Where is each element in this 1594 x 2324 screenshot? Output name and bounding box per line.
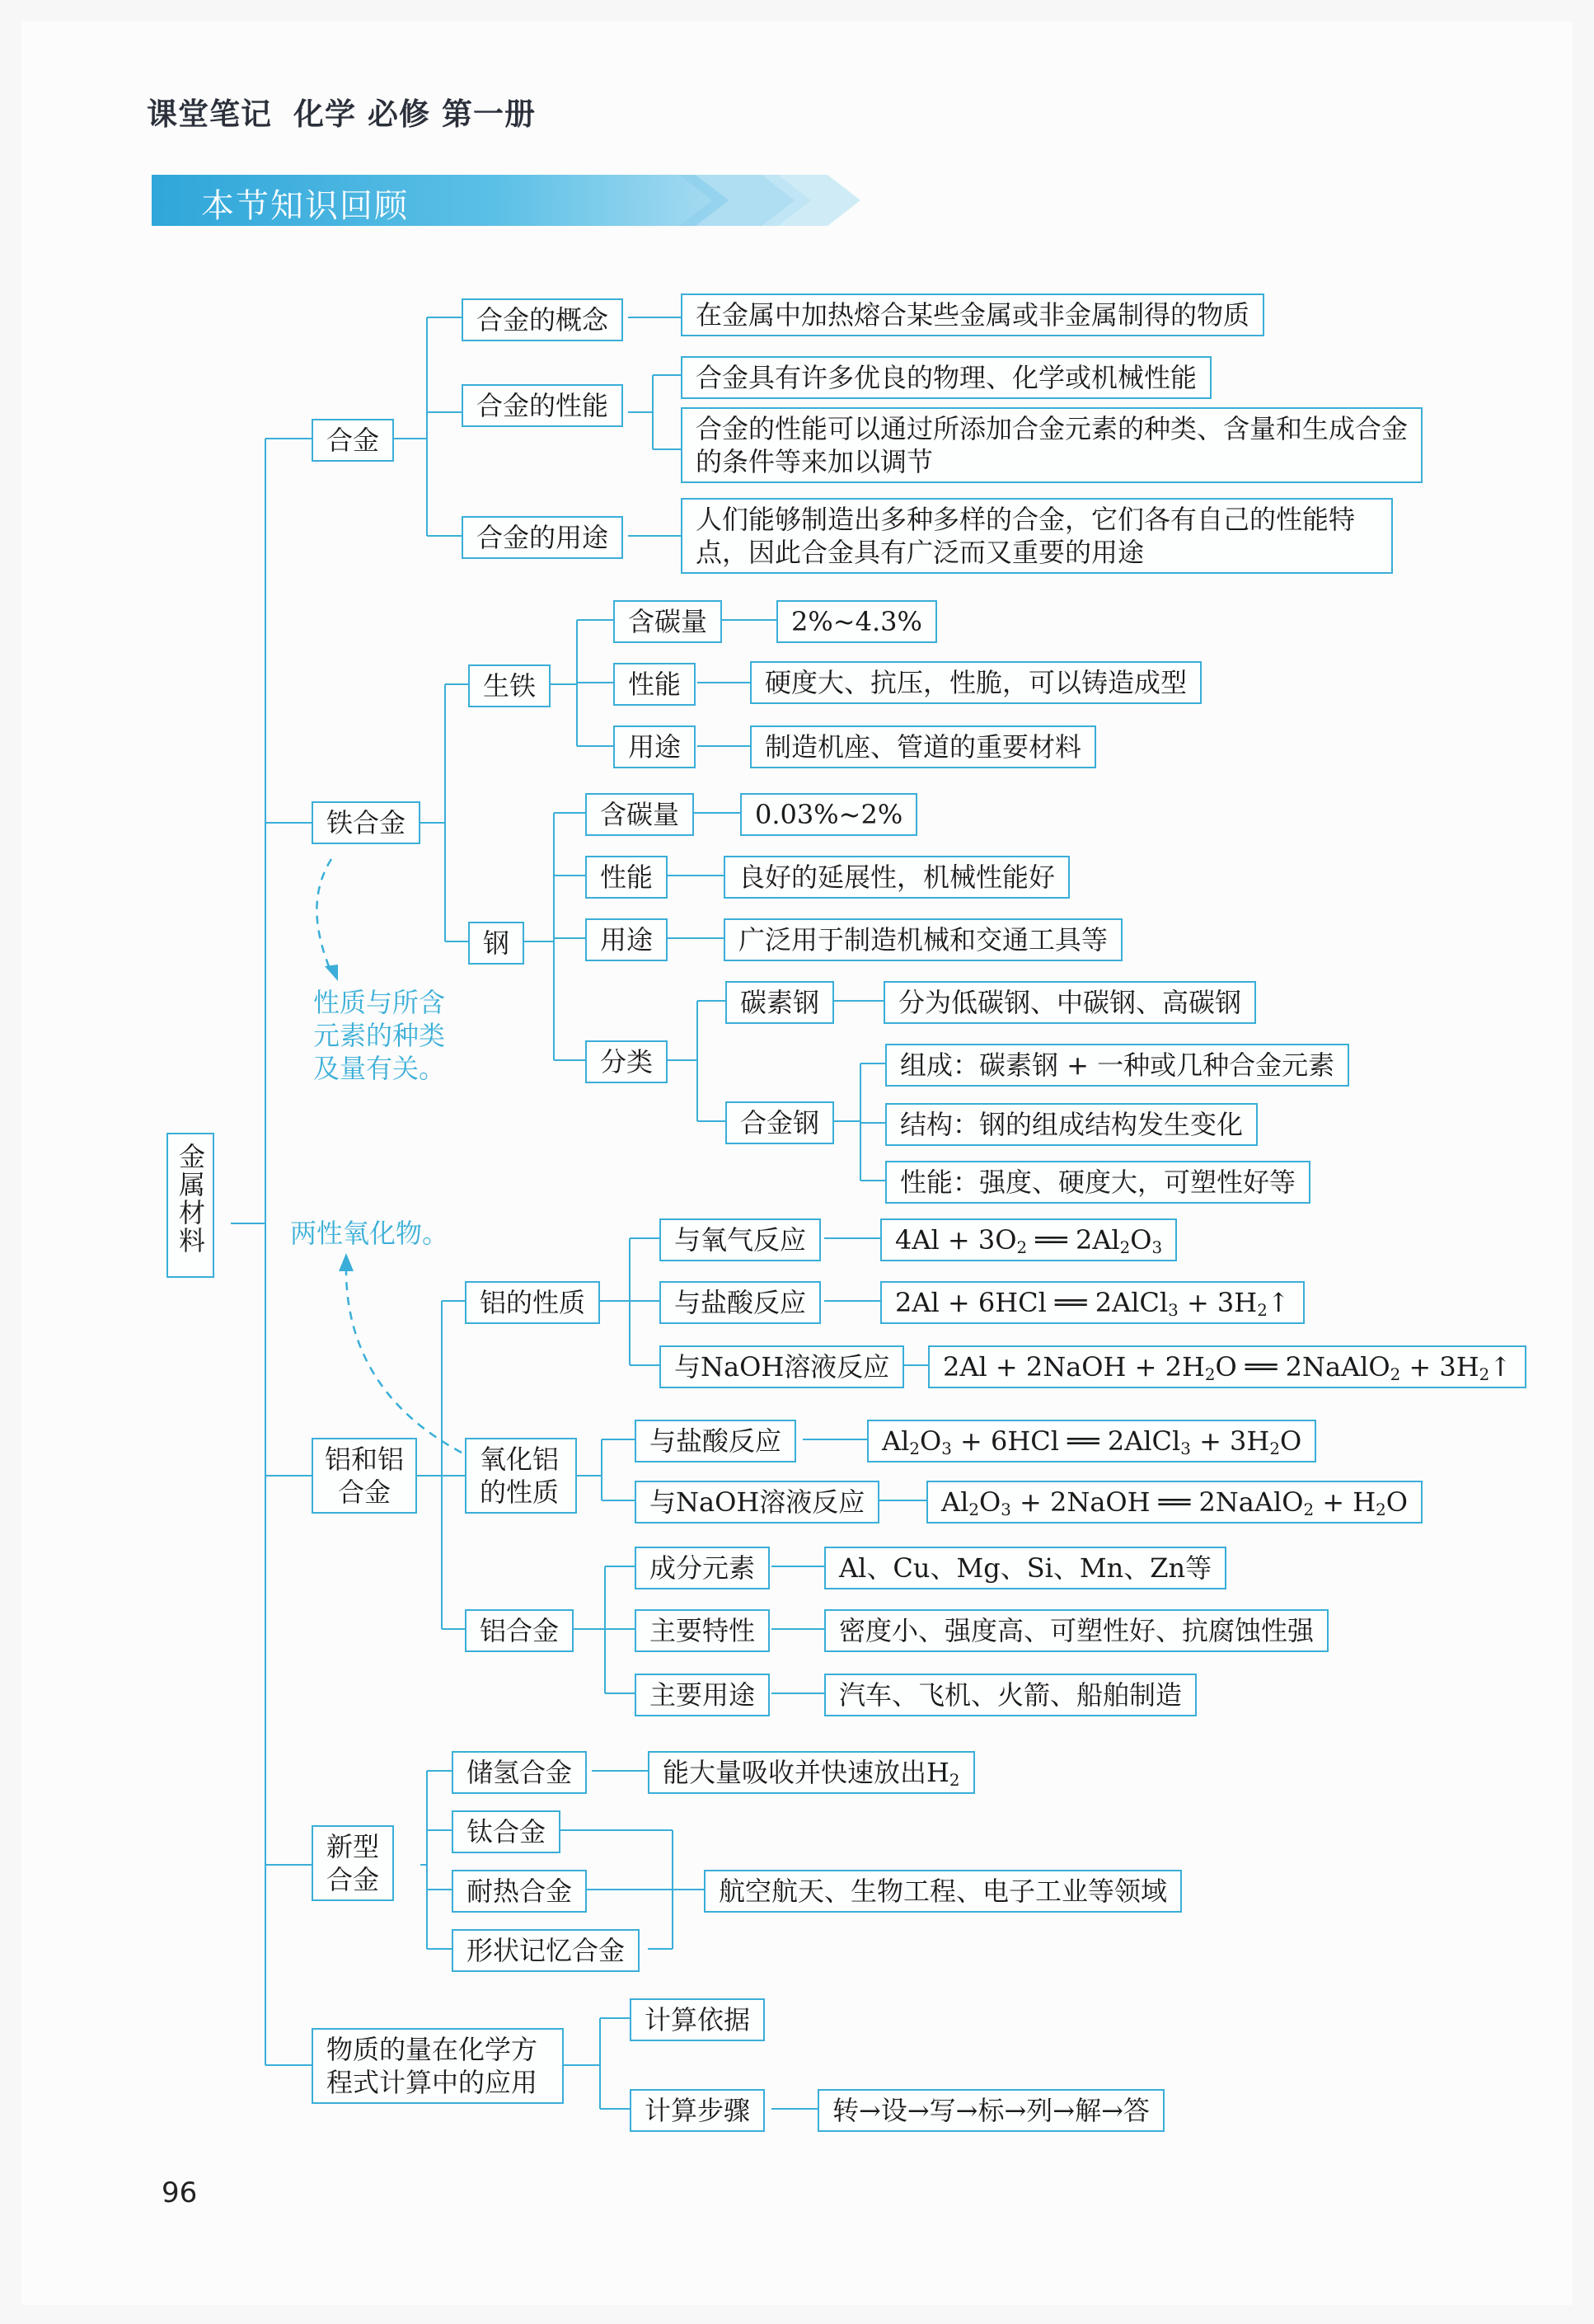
node-pig-carbon: 含碳量 [613,600,722,643]
node-alloy: 合金 [312,419,394,462]
value-steel-carbon: 0.03%~2% [740,793,917,836]
section-title: 本节知识回顾 [201,187,409,225]
node-titanium-alloy: 钛合金 [452,1810,560,1853]
eq-al-naoh: 2Al + 2NaOH + $2H_2O$ ══ 2NaAlO$_2$ + $3H_2↑$ [928,1345,1526,1388]
header-volume: 必修 [368,96,430,132]
text-alloy-property-2: 合金的性能可以通过所添加合金元素的种类、含量和生成合金的条件等来加以调节 [681,407,1423,483]
node-carbon-steel: 碳素钢 [725,981,834,1024]
page-number: 96 [162,2176,198,2209]
node-al-o2: 与氧气反应 [659,1218,821,1261]
value-al-alloy-use: 汽车、飞机、火箭、船舶制造 [824,1674,1197,1716]
node-steel-class: 分类 [585,1040,668,1083]
node-calc-basis: 计算依据 [630,1998,765,2041]
eq-alumina-hcl: $Al_2O_3 + 6HCl$ ══ 2AlCl$_3$ + $3H_2O$ [867,1420,1316,1462]
node-calc: 物质的量在化学方程式计算中的应用 [312,2028,564,2104]
node-al-naoh: 与NaOH溶液反应 [659,1345,904,1388]
value-alloy-steel-composition: 组成：碳素钢 + 一种或几种合金元素 [885,1044,1349,1087]
text-alloy-property-1: 合金具有许多优良的物理、化学或机械性能 [681,356,1212,399]
eq-alumina-naoh: $Al_2O_3$ + 2NaOH ══ 2NaAlO$_2$ + $H_2O$ [926,1481,1423,1524]
value-pig-use: 制造机座、管道的重要材料 [750,725,1096,768]
node-new-alloy: 新型合金 [312,1825,394,1901]
node-al-alloy-elements: 成分元素 [635,1547,770,1589]
note-aluminum: 两性氧化物。 [290,1218,449,1249]
node-alloy-concept: 合金的概念 [462,298,623,341]
node-alloy-steel: 合金钢 [725,1101,834,1144]
node-al-alloy-feature: 主要特性 [635,1609,770,1652]
node-steel-carbon: 含碳量 [585,793,694,836]
value-carbon-steel: 分为低碳钢、中碳钢、高碳钢 [884,981,1256,1024]
node-iron-alloy: 铁合金 [312,801,420,844]
value-pig-property: 硬度大、抗压，性脆，可以铸造成型 [750,661,1202,704]
header-book: 课堂笔记 [147,96,272,132]
node-heat-alloy: 耐热合金 [452,1870,587,1913]
value-al-alloy-feature: 密度小、强度高、可塑性好、抗腐蚀性强 [824,1609,1329,1652]
value-alloy-steel-structure: 结构：钢的组成结构发生变化 [885,1103,1258,1146]
node-alumina-naoh: 与NaOH溶液反应 [635,1481,879,1524]
value-alloy-steel-performance: 性能：强度、硬度大，可塑性好等 [885,1161,1310,1204]
node-steel-use: 用途 [585,918,668,961]
node-hydrogen-alloy: 储氢合金 [452,1751,587,1794]
value-pig-carbon: 2%~4.3% [776,600,937,643]
header-subject: 化学 [293,96,356,132]
node-pig-use: 用途 [613,725,696,768]
node-alumina: 氧化铝的性质 [465,1438,577,1514]
node-steel-property: 性能 [585,856,668,899]
node-al-properties: 铝的性质 [465,1281,600,1324]
node-alloy-use: 合金的用途 [462,516,623,559]
value-al-alloy-elements: Al、Cu、Mg、Si、Mn、Zn等 [824,1547,1226,1589]
value-calc-steps: 转→设→写→标→列→解→答 [818,2089,1165,2132]
node-al-alloy: 铝合金 [465,1609,574,1652]
eq-al-o2: $4Al + 3O_2$ ══ $2Al_2O_3$ [880,1218,1177,1261]
value-steel-property: 良好的延展性，机械性能好 [724,856,1070,899]
eq-al-hcl: 2Al + 6HCl ══ 2AlCl$_3$ + $3H_2↑$ [880,1281,1305,1324]
node-aluminum: 铝和铝合金 [312,1438,417,1514]
node-steel: 钢 [468,922,524,965]
text-alloy-concept: 在金属中加热熔合某些金属或非金属制得的物质 [681,293,1264,336]
node-alloy-property: 合金的性能 [462,384,623,427]
value-steel-use: 广泛用于制造机械和交通工具等 [724,918,1123,961]
node-alumina-hcl: 与盐酸反应 [635,1420,796,1462]
node-memory-alloy: 形状记忆合金 [452,1929,640,1972]
node-pig-iron: 生铁 [468,664,551,707]
value-new-alloy-fields: 航空航天、生物工程、电子工业等领域 [704,1870,1182,1913]
note-iron: 性质与所含元素的种类及量有关。 [313,987,446,1084]
root-node: 金属材料 [166,1133,214,1278]
header-part: 第一册 [442,96,536,132]
value-hydrogen-alloy: 能大量吸收并快速放出$H_2$ [648,1751,975,1794]
node-calc-steps: 计算步骤 [630,2089,765,2132]
node-pig-property: 性能 [613,663,696,706]
node-al-hcl: 与盐酸反应 [659,1281,821,1324]
node-al-alloy-use: 主要用途 [635,1674,770,1716]
text-alloy-use: 人们能够制造出多种多样的合金，它们各有自己的性能特点，因此合金具有广泛而又重要的用途 [681,498,1393,574]
